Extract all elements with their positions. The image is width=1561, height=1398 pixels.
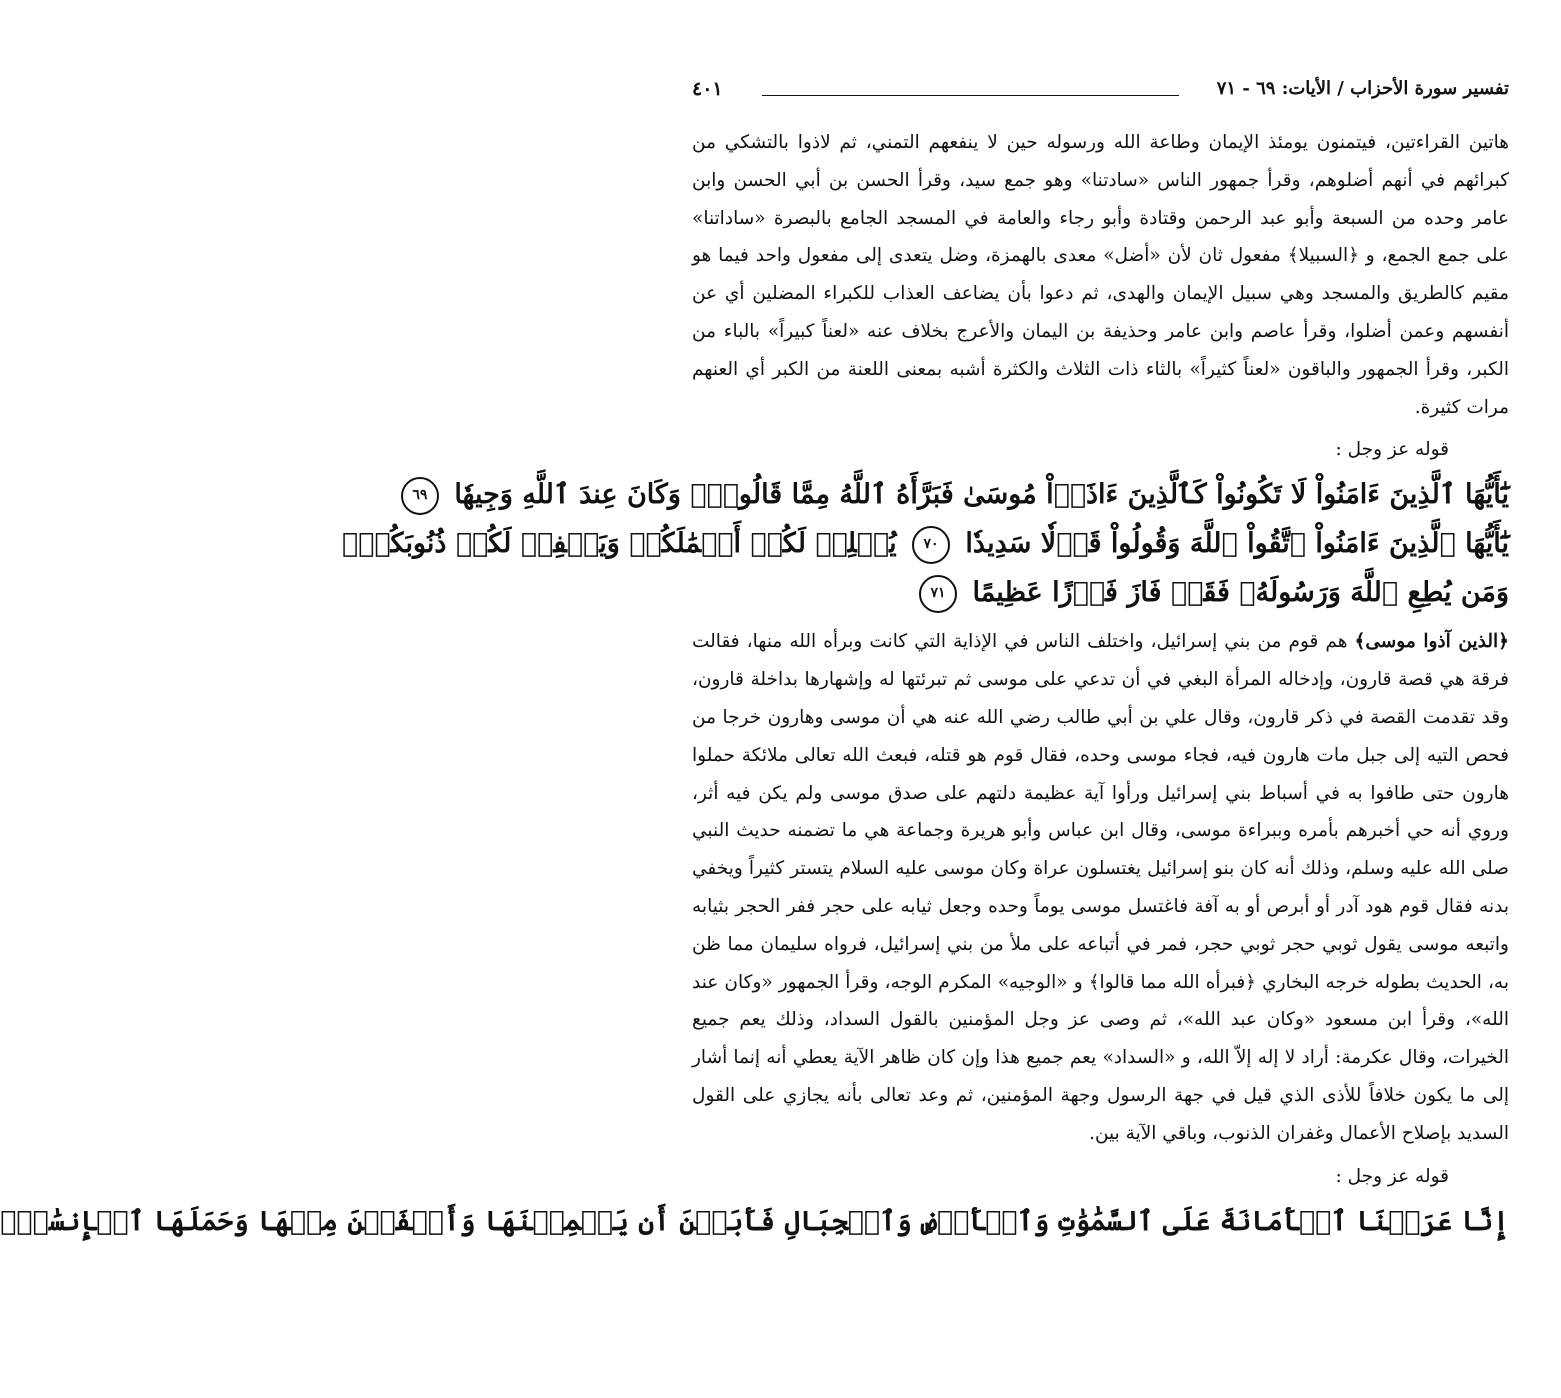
quran-verse-block-1 xyxy=(341,470,1509,617)
page-number: ٤٠١ xyxy=(692,78,723,100)
verse-line-2 xyxy=(341,519,1509,568)
commentary-paragraph-2-text: هم قوم من بني إسرائيل، واختلف الناس في الإذاية التي كانت وبرأه الله منها، فقالت فرقة هي قصة قارون، وإدخاله المرأة البغي في أن تدعي على موسى ثم تبرئتها له وإشهارها بداخلة قارون، وقد تقدمت القصة في ذكر قارون، وقال علي بن أبي طالب رضي الله عنه هي أن موسى وهارون خرجا من فحص التيه إلى جبل مات هارون فيه، فجاء موسى وحده، فقال قوم هو قتله، فبعث الله تعالى ملائكة حملوا هارون حتى طافوا به في أسباط بني إسرائيل ورأوا آية عظيمة دلتهم على صدق موسى ولم يكن فيه أثر، وروي أنه حي أخبرهم بأمره وببراءة موسى، وقال ابن عباس وأبو هريرة وجماعة هي ما تضمنه حديث النبي صلى الله عليه وسلم، وذلك أنه كان بنو إسرائيل يغتسلون عراة وكان موسى عليه السلام يتستر كثيراً ويخفي بدنه فقال قوم هود آدر أو أبرص أو به آفة فاغتسل موسى يوماً وحده وجعل ثيابه على حجر ففر الحجر بثيابه واتبعه موسى يقول ثوبي حجر ثوبي حجر، فمر في أتباعه على ملأ من بني إسرائيل، فرواه سليمان مما ظن به، الحديث بطوله خرجه البخاري ﴿فبرأه الله مما قالوا﴾ و «الوجيه» المكرم الوجه، وقرأ الجمهور «وكان عند الله»، وقرأ ابن مسعود «وكان عبد الله»، ثم وصى عز وجل المؤمنين بالقول السداد، وذلك يعم جميع الخيرات، وقال عكرمة: أراد لا إله إلاّ الله، و «السداد» يعم جميع هذا وإن كان ظاهر الآية يعطي أنه إنما أشار إلى ما يكون خلافاً للأذى الذي قيل في جهة الرسول وجهة المؤمنين، ثم وعد تعالى بأنه يجازي على القول السديد بإصلاح الأعمال وغفران الذنوب، وباقي الآية بين. xyxy=(692,631,1509,1144)
verse-text-71-end: وَمَن يُطِعِ ٱللَّهَ وَرَسُولَهُۥ فَقَدۡ فَازَ فَوۡزًا عَظِيمًا xyxy=(972,577,1509,609)
verse-line-4: إِنَّا عَرَضۡنَا ٱلۡأَمَانَةَ عَلَى ٱلسَّمَٰوَٰتِ وَٱلۡأَرۡضِ وَٱلۡجِبَالِ فَأَبَيۡنَ أَن يَحۡمِلۡنَهَا وَأَشۡفَقۡنَ مِنۡهَا وَحَمَلَهَا ٱلۡإِنسَٰنُۖ xyxy=(0,1205,1509,1237)
ayah-number-marker: ٧١ xyxy=(919,575,957,613)
verse-intro-2: قوله عز وجل : xyxy=(1335,1165,1449,1187)
verse-intro-1: قوله عز وجل : xyxy=(1335,439,1449,461)
commentary-paragraph-2 xyxy=(692,623,1509,1152)
verse-line-1 xyxy=(412,470,1509,519)
quran-verse-block-2 xyxy=(0,1197,1509,1246)
running-title: تفسير سورة الأحزاب / الأيات: ٦٩ - ٧١ xyxy=(1216,78,1509,99)
ayah-number-marker: ٦٩ xyxy=(401,477,439,515)
quoted-phrase: ﴿الذين آذوا موسى﴾ xyxy=(1354,631,1509,653)
commentary-paragraph-1: هاتين القراءتين، فيتمنون يومئذ الإيمان وطاعة الله ورسوله حين لا ينفعهم التمني، ثم لاذوا بالتشكي من كبرائهم في أنهم أضلوهم، وقرأ جمهور الناس «سادتنا» وهو جمع سيد، وقرأ الحسن بن أبي الحسن وابن عامر وحده من السبعة وأبو عبد الرحمن وقتادة وأبو رجاء والعامة في المسجد الجامع بالبصرة «ساداتنا» على جمع الجمع، و ﴿السبيلا﴾ مفعول ثان لأن «أضل» معدى بالهمزة، وضل يتعدى إلى مفعول واحد فيما هو مقيم كالطريق والمسجد وهي سبيل الإيمان والهدى، ثم دعوا بأن يضاعف العذاب للكبراء المضلين أي عن أنفسهم وعمن أضلوا، وقرأ عاصم وابن عامر وحذيفة بن اليمان والأعرج بخلاف عنه «لعناً كبيراً» بالباء من الكبر، وقرأ الجمهور والباقون «لعناً كثيراً» بالثاء ذات الثلاث والكثرة أشبه بمعنى اللعنة من الكبر أي العنهم مرات كثيرة. xyxy=(692,132,1509,418)
verse-text-70: يَٰٓأَيُّهَا ٱلَّذِينَ ءَامَنُواْ ٱتَّقُواْ ٱللَّهَ وَقُولُواْ قَوۡلٗا سَدِيدٗا xyxy=(965,528,1509,560)
verse-text-69: يَٰٓأَيُّهَا ٱلَّذِينَ ءَامَنُواْ لَا تَكُونُواْ كَٱلَّذِينَ ءَاذَوۡاْ مُوسَىٰ فَبَرَّأَهُ ٱللَّهُ مِمَّا قَالُواْۚ وَكَانَ عِندَ ٱللَّهِ وَجِيهٗا xyxy=(454,479,1509,511)
verse-text-71-start: يُصۡلِحۡ لَكُمۡ أَعۡمَٰلَكُمۡ وَيَغۡفِرۡ لَكُمۡ ذُنُوبَكُمۡۗ xyxy=(341,528,897,560)
page-content xyxy=(0,124,1509,1252)
verse-line-3 xyxy=(692,568,1509,617)
header-rule xyxy=(762,95,1179,96)
ayah-number-marker: ٧٠ xyxy=(912,526,950,564)
running-header xyxy=(692,78,1509,112)
